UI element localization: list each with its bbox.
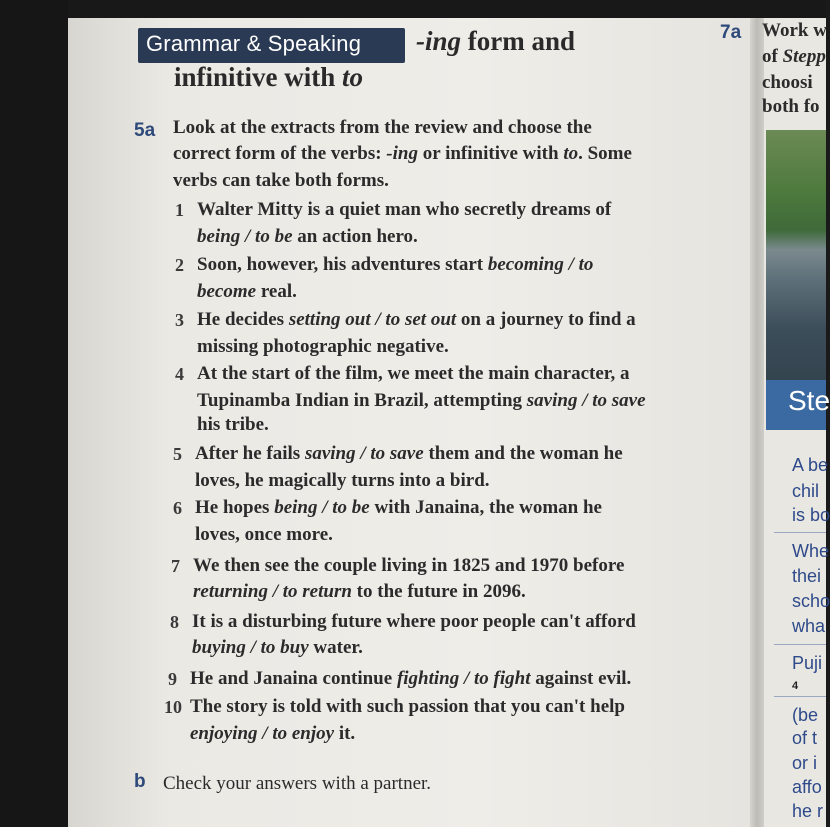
exercise-7a-number: 7a xyxy=(720,22,742,43)
item-number: 3 xyxy=(175,310,184,330)
sidebar-text-line: 4 xyxy=(792,680,799,692)
sidebar-divider xyxy=(774,696,826,697)
sidebar-text-line: (be xyxy=(792,705,819,725)
instruction-line: verbs can take both forms. xyxy=(173,170,389,191)
sidebar-text-line: he r xyxy=(792,801,824,821)
film-still-image xyxy=(766,130,826,380)
item-text-line: At the start of the film, we meet the main character, a xyxy=(197,363,630,384)
item-number: 9 xyxy=(168,669,177,689)
sidebar-text-line: is bo xyxy=(792,505,830,525)
section-title-line2: infinitive with to xyxy=(174,62,364,92)
sidebar-title: Ste xyxy=(788,385,830,416)
item-text-line: being / to be an action hero. xyxy=(197,226,418,247)
item-text-line: Walter Mitty is a quiet man who secretly dreams of xyxy=(197,199,612,220)
item-text-line: After he fails saving / to save them and the woman he xyxy=(195,443,623,464)
item-text-line: Tupinamba Indian in Brazil, attempting saving / to save xyxy=(197,390,646,411)
instruction-line: correct form of the verbs: -ing or infinitive with to. Some xyxy=(173,143,632,164)
item-text-line: become real. xyxy=(197,281,297,302)
part-b-text: Check your answers with a partner. xyxy=(163,773,432,794)
section-title-line1: -ing form and xyxy=(416,26,576,56)
item-text-line: The story is told with such passion that you can't help xyxy=(190,696,625,717)
exercise-number: 5a xyxy=(134,120,156,141)
exercise-7a-line: choosi xyxy=(762,72,813,93)
photo-edge-left xyxy=(0,0,68,827)
item-text-line: buying / to buy water. xyxy=(192,637,363,658)
item-text-line: missing photographic negative. xyxy=(197,336,449,357)
sidebar-text-line: Puji xyxy=(792,653,823,673)
item-number: 6 xyxy=(173,498,182,518)
exercise-7a-line: both fo xyxy=(762,96,820,117)
sidebar-divider xyxy=(774,532,826,533)
item-text-line: It is a disturbing future where poor people can't afford xyxy=(192,611,636,632)
item-number: 8 xyxy=(170,612,179,632)
item-text-line: his tribe. xyxy=(197,414,269,435)
item-text-line: loves, once more. xyxy=(195,524,333,545)
sidebar-text-line: wha xyxy=(792,616,826,636)
item-number: 7 xyxy=(171,556,180,576)
photo-edge-top xyxy=(0,0,826,18)
page-gutter xyxy=(750,18,764,827)
item-text-line: Soon, however, his adventures start becoming / to xyxy=(197,254,594,275)
item-text-line: He and Janaina continue fighting / to fight against evil. xyxy=(190,668,632,689)
sidebar-text-line: thei xyxy=(792,566,822,586)
sidebar-text-line: chil xyxy=(792,481,820,501)
item-number: 1 xyxy=(175,200,184,220)
sidebar-text-line: scho xyxy=(792,591,830,611)
sidebar-divider xyxy=(774,644,826,645)
item-number: 4 xyxy=(175,364,184,384)
item-number: 10 xyxy=(164,697,182,717)
sidebar-text-line: of t xyxy=(792,728,818,748)
item-text-line: He decides setting out / to set out on a journey to find a xyxy=(197,309,636,330)
instruction-line: Look at the extracts from the review and choose the xyxy=(173,117,592,138)
item-text-line: enjoying / to enjoy it. xyxy=(190,723,356,744)
sidebar-text-line: affo xyxy=(792,777,822,797)
part-b-letter: b xyxy=(134,771,146,792)
item-text-line: We then see the couple living in 1825 and 1970 before xyxy=(193,555,625,576)
item-text-line: returning / to return to the future in 2096. xyxy=(193,581,526,602)
item-number: 5 xyxy=(173,444,182,464)
item-number: 2 xyxy=(175,255,184,275)
exercise-7a-line: of Stepp xyxy=(762,46,826,67)
item-text-line: loves, he magically turns into a bird. xyxy=(195,470,490,491)
sidebar-text-line: or i xyxy=(792,753,818,773)
section-label: Grammar & Speaking xyxy=(146,31,362,56)
exercise-7a-line: Work w xyxy=(762,20,827,41)
sidebar-text-line: A be xyxy=(792,455,829,475)
item-text-line: He hopes being / to be with Janaina, the woman he xyxy=(195,497,602,518)
sidebar-text-line: Whe xyxy=(792,541,830,561)
